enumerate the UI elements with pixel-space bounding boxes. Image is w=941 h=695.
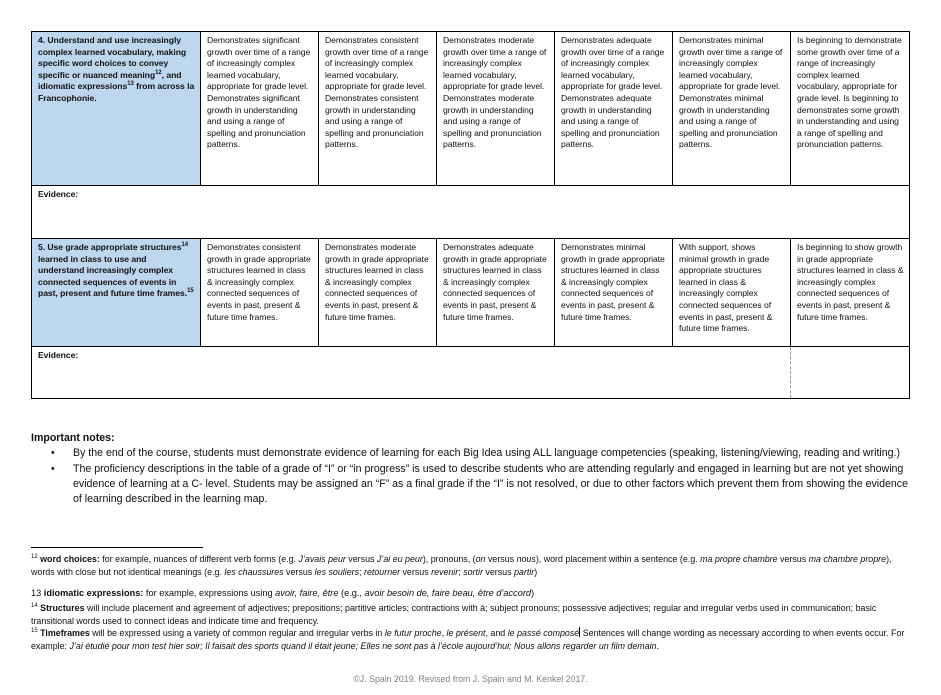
note-text: By the end of the course, students must demonstrate evidence of learning for each Big Idea using ALL language competencies (speaking, listening/viewing, reading and writing.) (73, 447, 901, 459)
evidence-cell[interactable] (32, 186, 910, 239)
footnote-text: ) (534, 566, 538, 577)
competency-5-description (32, 239, 201, 347)
evidence-label: Evidence: (38, 350, 79, 360)
italic-example: sortir (463, 566, 483, 577)
copyright-footer: ©J. Spain 2019. Revised from J. Spain and M. Kenkel 2017. (353, 674, 588, 684)
evidence-row-5 (32, 347, 910, 399)
footnote-text: ), word placement within a sentence (e.g. (535, 554, 701, 564)
italic-example: retourner (364, 566, 401, 577)
italic-example: J’avais peur (298, 554, 346, 564)
level-cell-6[interactable]: Is beginning to demonstrate some growth over time of a range of increasingly complex learned vocabulary, appropriate for grade level. Is beginning to demonstrates some growth in understanding and using a range of spelling and pronunciation patterns. (791, 32, 910, 186)
level-cell-3[interactable]: Demonstrates adequate growth in grade appropriate structures learned in class & increasingly complex connected sequences of events in past, present & future time frames. (437, 239, 555, 347)
footnote-ref-13[interactable]: 13 (127, 81, 134, 88)
evidence-cell[interactable] (32, 347, 910, 399)
footnote-text: ), words with close but not identical meanings (e.g. (31, 554, 892, 577)
footnote-text: will include placement and agreement of adjectives; prepositions; partitive articles; contractions with à; subject pronouns; possessive adjectives; regular and irregular verbs used in communication; basic transitional words used to connect ideas and indicate time and frequency. (31, 603, 877, 626)
footnote-number: 13 (31, 588, 42, 598)
italic-example: partir (514, 566, 535, 577)
hidden-gridline (790, 347, 791, 398)
footnote-body (31, 628, 904, 651)
bullet-icon: • (51, 463, 55, 475)
level-cell-3[interactable]: Demonstrates moderate growth over time a range of increasingly complex learned vocabulary, appropriate for grade level. Demonstrates moderate growth in understanding and using a range of spelling and pronunciation patterns. (437, 32, 555, 186)
note-item (51, 446, 911, 461)
footnote-number: 15 (31, 628, 38, 635)
notes-title: Important notes: (31, 432, 115, 444)
evidence-label: Evidence: (38, 189, 79, 199)
italic-example: on (475, 554, 486, 564)
important-notes (31, 431, 911, 508)
italic-example: avoir, faire, être (275, 588, 339, 598)
footnote-text: , and (485, 628, 508, 638)
italic-example: J’ai étudié pour mon test hier soir; Il faisait des sports quand il était jeune; Elles ne sont pas à l’école aujourd’hui; Nous allons regarder un film demain (69, 640, 657, 651)
competency-text: 4. Understand and use increasingly complex learned vocabulary, making specific word choices to convey specific or nuanced meaning (38, 35, 187, 80)
note-item (51, 462, 911, 507)
italic-example: avoir besoin de, faire beau, être d’accord (364, 588, 532, 598)
footnote-text: versus (777, 554, 809, 564)
footnote-text: for example, nuances of different verb forms (e.g. (99, 554, 299, 564)
italic-example: le passé composé (507, 628, 580, 638)
competency-text: , and idiomatic expressions (38, 69, 182, 92)
footnote-text: versus (345, 554, 377, 564)
footnote-ref-12[interactable]: 12 (155, 69, 162, 76)
footnote-text: (e.g., (338, 588, 365, 598)
level-cell-1[interactable]: Demonstrates significant growth over time of a range of increasingly complex learned vocabulary, appropriate for grade level. Demonstrates significant growth in understanding and using a range of spelling and pronunciation patterns. (201, 32, 319, 186)
italic-example: ma chambre propre (808, 554, 887, 564)
italic-example: les chaussures (224, 566, 284, 577)
level-cell-5[interactable]: With support, shows minimal growth in grade appropriate structures learned in class & increasingly complex connected sequences of events in past, present & future time frames. (673, 239, 791, 347)
notes-list (31, 446, 911, 507)
competency-row-4 (32, 32, 910, 186)
footnote-text: ), pronouns, ( (422, 554, 476, 564)
competency-text: from across la Francophonie. (38, 81, 195, 103)
italic-example: J’ai eu peur (376, 554, 423, 564)
footnote-number: 14 (31, 603, 38, 610)
footnote-text: Sentences will change wording as necessary according to when events occur. For example: (31, 628, 905, 651)
footnote-text: . (656, 640, 660, 651)
footnote-body (143, 588, 534, 598)
italic-example: les souliers (314, 566, 360, 577)
level-cell-1[interactable]: Demonstrates consistent growth in grade appropriate structures learned in class & increasingly complex connected sequences of events in past, present & future time frames. (201, 239, 319, 347)
footnote-text: ; (458, 566, 464, 577)
level-cell-4[interactable]: Demonstrates minimal growth in grade appropriate structures learned in class & increasingly complex connected sequences of events in past, present & future time frames. (555, 239, 673, 347)
competency-row-5 (32, 239, 910, 347)
footnote-term: Structures (40, 603, 85, 613)
footnote-text: will be expressed using a variety of common regular and irregular verbs in (89, 628, 385, 638)
footnote-term: word choices: (40, 554, 100, 564)
footnote-text: ) (531, 588, 535, 598)
footnote-13 (31, 587, 911, 600)
level-cell-2[interactable]: Demonstrates moderate growth in grade appropriate structures learned in class & increasingly complex connected sequences of events in past, present & future time frames. (319, 239, 437, 347)
italic-example: le futur proche (384, 628, 442, 638)
footnote-body (31, 603, 876, 626)
footnote-text: , (441, 628, 447, 638)
footnote-ref-15[interactable]: 15 (187, 288, 194, 295)
competency-text: learned in class to use and understand increasingly complex connected sequences of events in past, present and future time frames. (38, 253, 188, 299)
footnote-text: versus (283, 566, 315, 577)
footnote-text: versus (485, 554, 517, 564)
competency-4-description (32, 32, 201, 186)
footnote-separator (31, 547, 203, 548)
level-cell-4[interactable]: Demonstrates adequate growth over time of a range of increasingly complex learned vocabulary, appropriate for grade level. Demonstrates adequate growth in understanding and using a range of spelling and pronunciation patterns. (555, 32, 673, 186)
note-text: The proficiency descriptions in the table of a grade of “I” or “in progress” is used to describe students who are attending regularly and engaged in learning but are not yet showing evidence of learning at a C- level. Students may be assigned an “F” as a final grade if the “I” is not resolved, or due to other factors which prevent them from showing the evidence of learning described in the learning map. (73, 463, 908, 505)
footnote-14 (31, 602, 911, 627)
footnote-ref-14[interactable]: 14 (181, 242, 189, 249)
competency-text: 5. Use grade appropriate structures (38, 242, 182, 252)
italic-example: nous (516, 554, 536, 564)
bullet-icon: • (51, 447, 55, 459)
level-cell-5[interactable]: Demonstrates minimal growth over time a range of increasingly complex learned vocabulary, appropriate for grade level. Demonstrates minimal growth in understanding and using a range of spelling and pronunciation patterns. (673, 32, 791, 186)
italic-example: revenir (431, 566, 459, 577)
footnote-15 (31, 627, 911, 652)
footnote-term: Timeframes (40, 628, 90, 638)
footnote-number: 12 (31, 554, 38, 561)
level-cell-6[interactable]: Is beginning to show growth in grade appropriate structures learned in class & increasingly complex connected sequences of events in past, present & future time frames. (791, 239, 910, 347)
footnote-text: versus (482, 566, 514, 577)
level-cell-2[interactable]: Demonstrates consistent growth over time of a range of increasingly complex learned vocabulary, appropriate for grade level. Demonstrates consistent growth in understanding and using a range of spelling and pronunciation patterns. (319, 32, 437, 186)
footnote-text: versus (400, 566, 432, 577)
footnote-12 (31, 553, 911, 578)
footnote-text: ; (359, 566, 365, 577)
evidence-row-4 (32, 186, 910, 239)
learning-map-table (31, 31, 910, 399)
italic-example: le présent (446, 628, 486, 638)
italic-example: ma propre chambre (700, 554, 778, 564)
footnote-term: idiomatic expressions: (43, 588, 144, 598)
footnote-body (31, 554, 892, 577)
footnote-text: for example, expressions using (143, 588, 276, 598)
